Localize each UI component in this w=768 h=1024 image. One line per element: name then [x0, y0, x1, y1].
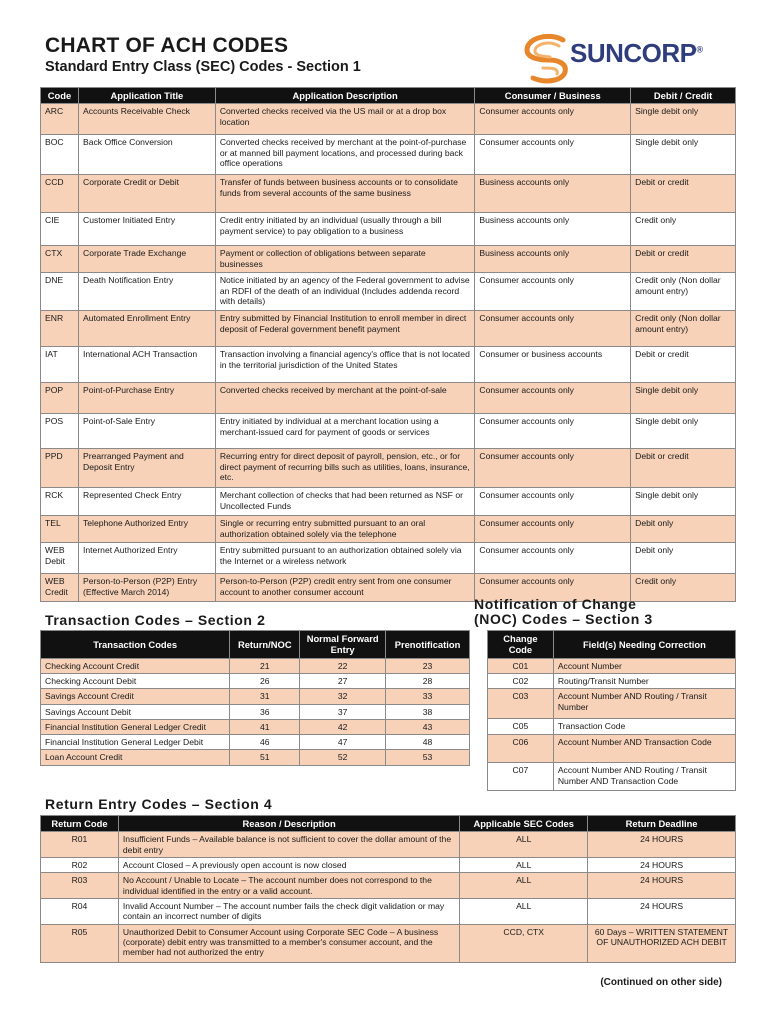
- return-deadline: 24 HOURS: [588, 873, 736, 899]
- transaction-codes-title: Transaction Codes – Section 2: [45, 612, 266, 628]
- transaction-normal-forward: 42: [300, 719, 386, 734]
- transaction-return-noc: 41: [230, 719, 300, 734]
- sec-code: ENR: [41, 311, 79, 347]
- sec-application-title: Point-of-Purchase Entry: [78, 383, 215, 414]
- table-row: [41, 347, 736, 383]
- sec-application-title: Death Notification Entry: [78, 273, 215, 311]
- transaction-normal-forward: 32: [300, 689, 386, 704]
- return-reason-description: No Account / Unable to Locate – The account number does not correspond to the individual identified in the entry or a valid account.: [118, 873, 459, 899]
- sec-debit-credit: Single debit only: [631, 414, 736, 449]
- return-reason-description: Unauthorized Debit to Consumer Account using Corporate SEC Code – A business (corporate) debit entry was transmitted to a member's consumer account, and the member had not authorized the entry: [118, 924, 459, 962]
- noc-change-code: C07: [488, 763, 554, 791]
- transaction-normal-forward: 37: [300, 704, 386, 719]
- sec-debit-credit: Debit or credit: [631, 449, 736, 488]
- return-applicable-sec-codes: ALL: [460, 898, 588, 924]
- sec-application-title: Accounts Receivable Check: [78, 104, 215, 135]
- transaction-codes-table: [40, 630, 470, 766]
- table-row: [41, 735, 470, 750]
- sec-application-title: Back Office Conversion: [78, 135, 215, 175]
- noc-field-needing-correction: Account Number AND Routing / Transit Number AND Transaction Code: [553, 763, 735, 791]
- sec-debit-credit: Credit only (Non dollar amount entry): [631, 273, 736, 311]
- sec-codes-table: [40, 87, 736, 602]
- transaction-prenotification: 38: [386, 704, 470, 719]
- sec-application-description: Recurring entry for direct deposit of payroll, pension, etc., or for direct payment of recurring bills such as utilities, loans, insurance, etc.: [215, 449, 475, 488]
- table-row: [41, 673, 470, 688]
- table-row: [41, 658, 470, 673]
- col-header-application-title: Application Title: [78, 88, 215, 104]
- sec-application-description: Converted checks received by merchant at the point-of-purchase or at manned bill payment locations, and processed during back office operations: [215, 135, 475, 175]
- page-title: CHART OF ACH CODES: [45, 34, 289, 57]
- table-row: [41, 488, 736, 516]
- transaction-return-noc: 36: [230, 704, 300, 719]
- col-header-transaction-codes: Transaction Codes: [41, 631, 230, 659]
- transaction-return-noc: 31: [230, 689, 300, 704]
- sec-application-title: Point-of-Sale Entry: [78, 414, 215, 449]
- sec-code: PPD: [41, 449, 79, 488]
- table-row: [41, 924, 736, 962]
- col-header-reason-description: Reason / Description: [118, 816, 459, 832]
- sec-code: CCD: [41, 175, 79, 213]
- return-deadline: 24 HOURS: [588, 898, 736, 924]
- sec-debit-credit: Single debit only: [631, 383, 736, 414]
- sec-consumer-business: Consumer accounts only: [475, 104, 631, 135]
- sec-debit-credit: Credit only: [631, 213, 736, 246]
- transaction-code-name: Financial Institution General Ledger Debit: [41, 735, 230, 750]
- transaction-prenotification: 28: [386, 673, 470, 688]
- table-row: [488, 689, 736, 719]
- noc-field-needing-correction: Account Number AND Transaction Code: [553, 735, 735, 763]
- sec-application-description: Person-to-Person (P2P) credit entry sent from one consumer account to another consumer account: [215, 574, 475, 602]
- table-row: [41, 873, 736, 899]
- table-row: [41, 857, 736, 872]
- sec-consumer-business: Consumer accounts only: [475, 488, 631, 516]
- table-row: [488, 673, 736, 688]
- noc-field-needing-correction: Account Number AND Routing / Transit Number: [553, 689, 735, 719]
- sec-application-description: Entry submitted pursuant to an authorization obtained solely via the Internet or a wireless network: [215, 543, 475, 574]
- transaction-prenotification: 48: [386, 735, 470, 750]
- return-deadline: 24 HOURS: [588, 832, 736, 858]
- col-header-applicable-sec-codes: Applicable SEC Codes: [460, 816, 588, 832]
- transaction-normal-forward: 22: [300, 658, 386, 673]
- sec-application-description: Single or recurring entry submitted pursuant to an oral authorization obtained solely via the telephone: [215, 516, 475, 543]
- sec-application-title: International ACH Transaction: [78, 347, 215, 383]
- transaction-return-noc: 46: [230, 735, 300, 750]
- sec-application-title: Prearranged Payment and Deposit Entry: [78, 449, 215, 488]
- return-deadline: 60 Days – WRITTEN STATEMENT OF UNAUTHORIZED ACH DEBIT: [588, 924, 736, 962]
- table-row: [488, 658, 736, 673]
- noc-change-code: C05: [488, 719, 554, 735]
- return-codes-table: [40, 815, 736, 963]
- table-row: [41, 449, 736, 488]
- return-code: R02: [41, 857, 119, 872]
- noc-field-needing-correction: Account Number: [553, 658, 735, 673]
- sec-debit-credit: Single debit only: [631, 135, 736, 175]
- transaction-return-noc: 51: [230, 750, 300, 765]
- return-applicable-sec-codes: ALL: [460, 857, 588, 872]
- noc-title-line-2: (NOC) Codes – Section 3: [474, 611, 653, 627]
- sec-consumer-business: Consumer accounts only: [475, 135, 631, 175]
- noc-codes-table: [487, 630, 736, 791]
- transaction-code-name: Loan Account Credit: [41, 750, 230, 765]
- sec-consumer-business: Consumer accounts only: [475, 383, 631, 414]
- return-applicable-sec-codes: ALL: [460, 873, 588, 899]
- sec-application-title: Internet Authorized Entry: [78, 543, 215, 574]
- sec-consumer-business: Business accounts only: [475, 175, 631, 213]
- noc-title-line-1: Notification of Change: [474, 596, 637, 612]
- return-code: R05: [41, 924, 119, 962]
- sec-code: WEB Credit: [41, 574, 79, 602]
- table-row: [41, 543, 736, 574]
- col-header-change-code: Change Code: [488, 631, 554, 659]
- sec-consumer-business: Consumer accounts only: [475, 449, 631, 488]
- sec-consumer-business: Business accounts only: [475, 246, 631, 273]
- table-row: [41, 414, 736, 449]
- sec-application-title: Corporate Credit or Debit: [78, 175, 215, 213]
- suncorp-swirl-icon: [519, 30, 575, 86]
- noc-change-code: C01: [488, 658, 554, 673]
- sec-code: TEL: [41, 516, 79, 543]
- transaction-prenotification: 23: [386, 658, 470, 673]
- return-codes-title: Return Entry Codes – Section 4: [45, 796, 273, 812]
- sec-application-description: Converted checks received by merchant at the point-of-sale: [215, 383, 475, 414]
- sec-debit-credit: Debit or credit: [631, 175, 736, 213]
- sec-consumer-business: Consumer accounts only: [475, 543, 631, 574]
- return-applicable-sec-codes: ALL: [460, 832, 588, 858]
- return-code: R01: [41, 832, 119, 858]
- sec-application-description: Merchant collection of checks that had been returned as NSF or Uncollected Funds: [215, 488, 475, 516]
- transaction-code-name: Savings Account Credit: [41, 689, 230, 704]
- col-header-return-code: Return Code: [41, 816, 119, 832]
- return-reason-description: Insufficient Funds – Available balance is not sufficient to cover the dollar amount of the debit entry: [118, 832, 459, 858]
- sec-consumer-business: Consumer accounts only: [475, 516, 631, 543]
- sec-debit-credit: Single debit only: [631, 488, 736, 516]
- return-reason-description: Account Closed – A previously open account is now closed: [118, 857, 459, 872]
- sec-consumer-business: Consumer accounts only: [475, 311, 631, 347]
- sec-application-description: Notice initiated by an agency of the Federal government to advise an RDFI of the death of an individual (Includes addenda record with details): [215, 273, 475, 311]
- sec-application-description: Payment or collection of obligations between separate businesses: [215, 246, 475, 273]
- sec-application-title: Represented Check Entry: [78, 488, 215, 516]
- col-header-code: Code: [41, 88, 79, 104]
- transaction-code-name: Savings Account Debit: [41, 704, 230, 719]
- sec-debit-credit: Single debit only: [631, 104, 736, 135]
- page-subtitle: Standard Entry Class (SEC) Codes - Section 1: [45, 59, 361, 75]
- table-row: [41, 719, 470, 734]
- table-row: [41, 213, 736, 246]
- table-row: [41, 273, 736, 311]
- registered-mark: ®: [696, 44, 703, 55]
- sec-application-description: Transaction involving a financial agency's office that is not located in the territorial jurisdiction of the United States: [215, 347, 475, 383]
- sec-application-description: Credit entry initiated by an individual (usually through a bill payment service) to pay obligation to a business: [215, 213, 475, 246]
- sec-code: POS: [41, 414, 79, 449]
- sec-application-title: Person-to-Person (P2P) Entry (Effective March 2014): [78, 574, 215, 602]
- return-deadline: 24 HOURS: [588, 857, 736, 872]
- sec-code: IAT: [41, 347, 79, 383]
- return-applicable-sec-codes: CCD, CTX: [460, 924, 588, 962]
- table-row: [41, 704, 470, 719]
- col-header-normal-forward-entry: Normal Forward Entry: [300, 631, 386, 659]
- sec-application-title: Corporate Trade Exchange: [78, 246, 215, 273]
- sec-application-title: Automated Enrollment Entry: [78, 311, 215, 347]
- table-row: [488, 735, 736, 763]
- transaction-code-name: Checking Account Debit: [41, 673, 230, 688]
- sec-consumer-business: Consumer accounts only: [475, 273, 631, 311]
- sec-code: DNE: [41, 273, 79, 311]
- table-row: [41, 104, 736, 135]
- table-row: [41, 898, 736, 924]
- col-header-fields-needing-correction: Field(s) Needing Correction: [553, 631, 735, 659]
- transaction-prenotification: 43: [386, 719, 470, 734]
- sec-consumer-business: Consumer accounts only: [475, 574, 631, 602]
- sec-code: POP: [41, 383, 79, 414]
- transaction-prenotification: 53: [386, 750, 470, 765]
- transaction-return-noc: 26: [230, 673, 300, 688]
- sec-code: BOC: [41, 135, 79, 175]
- sec-consumer-business: Consumer accounts only: [475, 414, 631, 449]
- noc-field-needing-correction: Transaction Code: [553, 719, 735, 735]
- sec-application-description: Transfer of funds between business accounts or to consolidate funds from several accounts of the same business: [215, 175, 475, 213]
- sec-debit-credit: Debit only: [631, 543, 736, 574]
- sec-code: WEB Debit: [41, 543, 79, 574]
- transaction-normal-forward: 52: [300, 750, 386, 765]
- sec-application-title: Customer Initiated Entry: [78, 213, 215, 246]
- sec-code: CIE: [41, 213, 79, 246]
- col-header-consumer-business: Consumer / Business: [475, 88, 631, 104]
- sec-debit-credit: Debit only: [631, 516, 736, 543]
- transaction-return-noc: 21: [230, 658, 300, 673]
- noc-change-code: C02: [488, 673, 554, 688]
- col-header-return-deadline: Return Deadline: [588, 816, 736, 832]
- transaction-prenotification: 33: [386, 689, 470, 704]
- noc-change-code: C06: [488, 735, 554, 763]
- return-code: R04: [41, 898, 119, 924]
- sec-debit-credit: Debit or credit: [631, 246, 736, 273]
- sec-consumer-business: Business accounts only: [475, 213, 631, 246]
- sec-debit-credit: Debit or credit: [631, 347, 736, 383]
- return-reason-description: Invalid Account Number – The account number fails the check digit validation or may contain an incorrect number of digits: [118, 898, 459, 924]
- table-row: [41, 175, 736, 213]
- sec-debit-credit: Credit only: [631, 574, 736, 602]
- logo-wordmark: SUNCORP: [570, 38, 697, 68]
- table-row: [41, 750, 470, 765]
- return-code: R03: [41, 873, 119, 899]
- table-row: [41, 383, 736, 414]
- sec-consumer-business: Consumer or business accounts: [475, 347, 631, 383]
- table-row: [41, 246, 736, 273]
- noc-change-code: C03: [488, 689, 554, 719]
- table-row: [41, 311, 736, 347]
- table-row: [41, 832, 736, 858]
- col-header-application-description: Application Description: [215, 88, 475, 104]
- transaction-normal-forward: 47: [300, 735, 386, 750]
- sec-application-description: Entry initiated by individual at a merchant location using a merchant-issued card for payment of goods or services: [215, 414, 475, 449]
- sec-code: ARC: [41, 104, 79, 135]
- table-row: [41, 516, 736, 543]
- sec-code: RCK: [41, 488, 79, 516]
- noc-field-needing-correction: Routing/Transit Number: [553, 673, 735, 688]
- sec-application-description: Entry submitted by Financial Institution to enroll member in direct deposit of Federal government benefit payment: [215, 311, 475, 347]
- transaction-code-name: Checking Account Credit: [41, 658, 230, 673]
- table-row: [488, 763, 736, 791]
- sec-code: CTX: [41, 246, 79, 273]
- table-row: [41, 135, 736, 175]
- sec-application-title: Telephone Authorized Entry: [78, 516, 215, 543]
- col-header-return-noc: Return/NOC: [230, 631, 300, 659]
- continued-note: (Continued on other side): [600, 977, 722, 988]
- sec-application-description: Converted checks received via the US mail or at a drop box location: [215, 104, 475, 135]
- table-row: [41, 689, 470, 704]
- sec-debit-credit: Credit only (Non dollar amount entry): [631, 311, 736, 347]
- col-header-debit-credit: Debit / Credit: [631, 88, 736, 104]
- transaction-normal-forward: 27: [300, 673, 386, 688]
- table-row: [488, 719, 736, 735]
- col-header-prenotification: Prenotification: [386, 631, 470, 659]
- transaction-code-name: Financial Institution General Ledger Credit: [41, 719, 230, 734]
